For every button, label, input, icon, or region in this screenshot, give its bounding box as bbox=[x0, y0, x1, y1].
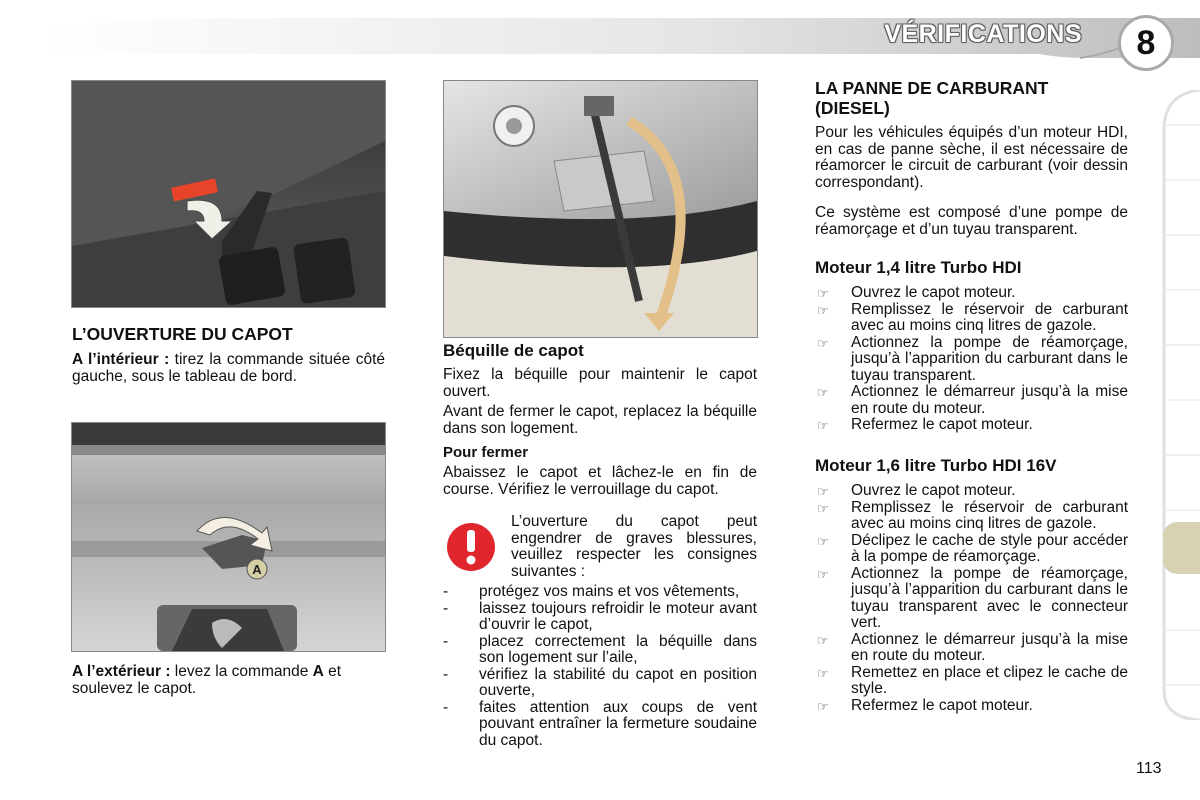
pointing-hand-icon: ☞ bbox=[817, 533, 829, 549]
engine-14-title: Moteur 1,4 litre Turbo HDI bbox=[815, 258, 1022, 277]
exterior-label: A l’extérieur : bbox=[72, 663, 171, 680]
step-text: Remplissez le réservoir de carburant avec au moins cinq litres de gazole. bbox=[851, 498, 1128, 532]
list-item: - protégez vos mains et vos vêtements, bbox=[443, 584, 757, 601]
hood-prop-rod-photo bbox=[444, 81, 757, 337]
hood-prop-p1: Fixez la béquille pour maintenir le capot ouvert. bbox=[443, 366, 757, 400]
pointing-hand-icon: ☞ bbox=[817, 302, 829, 318]
pointing-hand-icon: ☞ bbox=[817, 418, 829, 433]
pointing-hand-icon: ☞ bbox=[817, 286, 829, 301]
list-item bbox=[815, 285, 1128, 302]
list-item bbox=[815, 335, 1128, 385]
pointing-hand-icon: ☞ bbox=[817, 385, 829, 400]
fuel-outage-title: LA PANNE DE CARBURANT (DIESEL) bbox=[815, 78, 1049, 118]
fuel-outage-p2: Ce système est composé d’une pompe de réamorçage et d’un tuyau transparent. bbox=[815, 204, 1128, 238]
list-item bbox=[815, 483, 1128, 500]
safety-instructions-list bbox=[443, 584, 757, 749]
active-chapter-tab[interactable] bbox=[1163, 522, 1200, 574]
step-text: Ouvrez le capot moteur. bbox=[851, 482, 1016, 499]
interior-label: A l’intérieur : bbox=[72, 351, 170, 368]
list-item bbox=[815, 632, 1128, 665]
list-item bbox=[815, 384, 1128, 417]
exterior-hood-lever-photo-frame bbox=[71, 422, 386, 652]
exterior-text: levez la commande bbox=[170, 663, 313, 680]
interior-hood-release-photo bbox=[71, 80, 386, 308]
interior-text: tirez la commande située côté gauche, sous le tableau de bord. bbox=[72, 351, 385, 385]
pointing-hand-icon: ☞ bbox=[817, 698, 829, 714]
hood-prop-photo-frame bbox=[443, 80, 758, 338]
engine-14-steps bbox=[815, 285, 1128, 434]
exterior-text-2: et soulevez le capot. bbox=[72, 663, 342, 697]
lever-a-label: A bbox=[252, 562, 262, 577]
list-item bbox=[815, 417, 1128, 434]
warning-text: L’ouverture du capot peut engendrer de graves blessures, veuillez respecter les consignes suivantes : bbox=[511, 513, 757, 580]
step-text: Remplissez le réservoir de carburant avec au moins cinq litres de gazole. bbox=[851, 300, 1128, 334]
exterior-lever-ref: A bbox=[312, 663, 324, 680]
chapter-tab-strip bbox=[1160, 90, 1200, 720]
exterior-instruction bbox=[72, 664, 385, 697]
lever-a-callout bbox=[247, 559, 267, 579]
warning-exclamation-icon bbox=[446, 522, 496, 572]
chapter-number-badge: 8 bbox=[1118, 15, 1174, 71]
list-item: - faites attention aux coups de vent pouvant entraîner la fermeture soudaine du capot. bbox=[443, 700, 757, 750]
fuel-outage-p1: Pour les véhicules équipés d’un moteur HDI, en cas de panne sèche, il est nécessaire de réamorcer le circuit de carburant (voir dessin correspondant). bbox=[815, 124, 1128, 191]
step-text: Refermez le capot moteur. bbox=[851, 696, 1033, 714]
interior-hood-release-lever-photo bbox=[72, 81, 385, 307]
pointing-hand-icon: ☞ bbox=[817, 566, 829, 582]
exterior-hood-lever-photo bbox=[72, 423, 385, 651]
pointing-hand-icon: ☞ bbox=[817, 665, 829, 681]
step-text: Actionnez la pompe de réamorçage, jusqu’à l’apparition du carburant dans le tuyau transparent avec le connecteur vert. bbox=[851, 564, 1128, 631]
chapter-title: VÉRIFICATIONS bbox=[884, 20, 1082, 48]
list-item bbox=[815, 302, 1128, 335]
pointing-hand-icon: ☞ bbox=[817, 500, 829, 516]
interior-instruction bbox=[72, 352, 385, 385]
list-item bbox=[815, 500, 1128, 533]
step-text: Déclipez le cache de style pour accéder à la pompe de réamorçage. bbox=[851, 531, 1128, 565]
closing-subtitle: Pour fermer bbox=[443, 444, 529, 461]
hood-prop-title: Béquille de capot bbox=[443, 341, 584, 360]
list-item bbox=[815, 533, 1128, 566]
page-number: 113 bbox=[1136, 760, 1162, 777]
pointing-hand-icon: ☞ bbox=[817, 484, 829, 499]
step-text: Actionnez la pompe de réamorçage, jusqu’à l’apparition du carburant dans le tuyau transparent. bbox=[851, 333, 1128, 384]
engine-16-title: Moteur 1,6 litre Turbo HDI 16V bbox=[815, 456, 1057, 475]
engine-16-steps bbox=[815, 483, 1128, 714]
list-item: - placez correctement la béquille dans son logement sur l’aile, bbox=[443, 634, 757, 667]
list-item bbox=[815, 665, 1128, 698]
closing-instruction: Abaissez le capot et lâchez-le en fin de course. Vérifiez le verrouillage du capot. bbox=[443, 464, 757, 498]
list-item bbox=[815, 566, 1128, 632]
step-text: Remettez en place et clipez le cache de style. bbox=[851, 663, 1128, 697]
step-text: Actionnez le démarreur jusqu’à la mise en route du moteur. bbox=[851, 383, 1128, 417]
list-item: - laissez toujours refroidir le moteur avant d’ouvrir le capot, bbox=[443, 601, 757, 634]
list-item bbox=[815, 698, 1128, 715]
step-text: Refermez le capot moteur. bbox=[851, 416, 1033, 433]
hood-opening-title: L’OUVERTURE DU CAPOT bbox=[72, 324, 293, 344]
pointing-hand-icon: ☞ bbox=[817, 632, 829, 648]
hood-prop-p2: Avant de fermer le capot, replacez la béquille dans son logement. bbox=[443, 403, 757, 437]
list-item: - vérifiez la stabilité du capot en position ouverte, bbox=[443, 667, 757, 700]
pointing-hand-icon: ☞ bbox=[817, 335, 829, 351]
step-text: Actionnez le démarreur jusqu’à la mise en route du moteur. bbox=[851, 630, 1128, 664]
step-text: Ouvrez le capot moteur. bbox=[851, 284, 1016, 301]
